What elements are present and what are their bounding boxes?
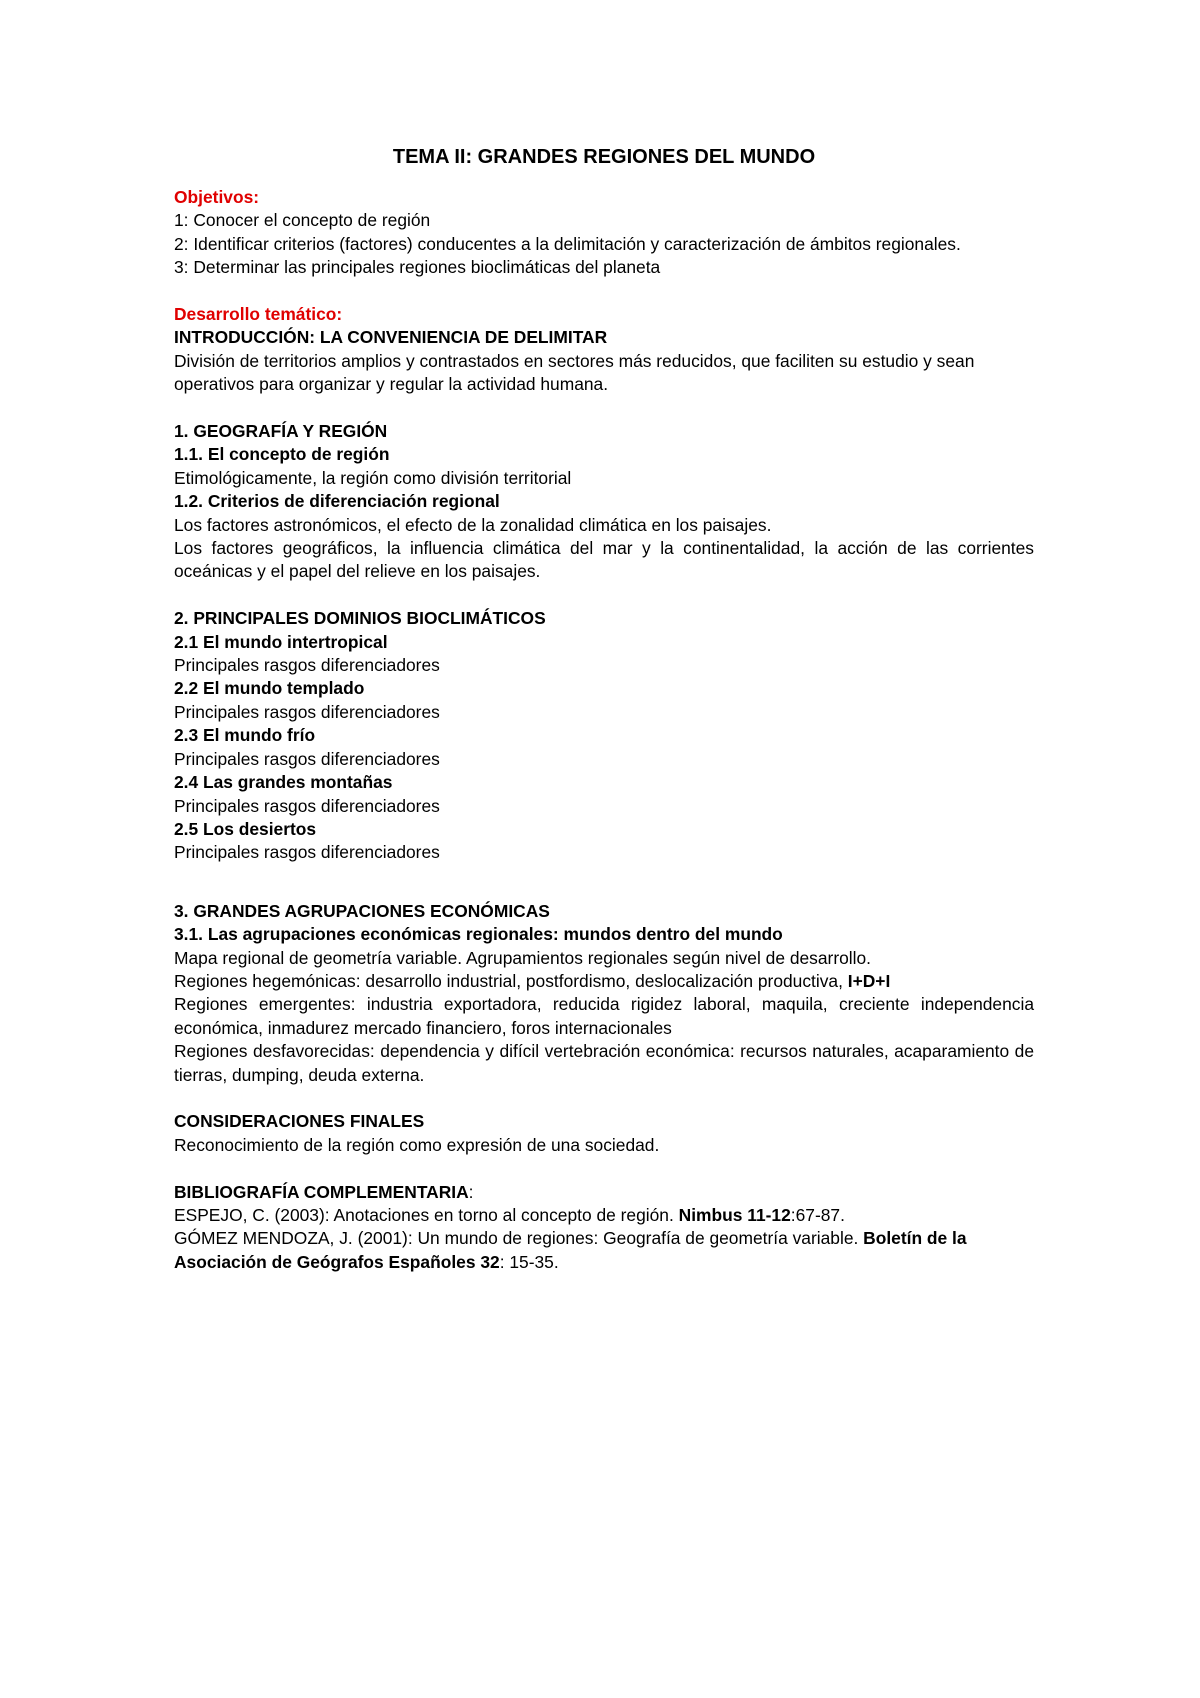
section3-line-bold: I+D+I	[847, 970, 891, 991]
section3-line-text: Regiones hegemónicas: desarrollo industrial, postfordismo, deslocalización productiva,	[174, 970, 848, 991]
spacer	[174, 1087, 1034, 1110]
section2-item-heading: 2.1 El mundo intertropical	[174, 631, 388, 652]
objetivo-item: 2: Identificar criterios (factores) conducentes a la delimitación y caracterización de ámbitos regionales.	[174, 233, 961, 254]
intro-heading: INTRODUCCIÓN: LA CONVENIENCIA DE DELIMITAR	[174, 327, 608, 348]
bibliography-ref	[174, 1204, 1034, 1227]
section1-sub2-text: Los factores astronómicos, el efecto de la zonalidad climática en los paisajes.	[174, 514, 772, 535]
spacer	[174, 280, 1034, 303]
section3-line: Regiones emergentes: industria exportadora, reducida rigidez laboral, maquila, creciente independencia económica, inmadurez mercado financiero, foros internacionales	[174, 994, 1034, 1038]
ref-tail: :67-87.	[790, 1204, 845, 1225]
objetivos-heading: Objetivos:	[174, 187, 260, 207]
ref-text: ESPEJO, C. (2003): Anotaciones en torno al concepto de región.	[174, 1204, 679, 1225]
section2-item-text: Principales rasgos diferenciadores	[174, 795, 440, 816]
document-page	[174, 144, 1034, 1274]
consideraciones-heading: CONSIDERACIONES FINALES	[174, 1111, 425, 1132]
section1-heading: 1. GEOGRAFÍA Y REGIÓN	[174, 421, 388, 442]
bibliografia-heading	[174, 1181, 1034, 1204]
ref-journal: Boletín de la Asociación de Geógrafos Españoles 32	[174, 1228, 967, 1272]
section2-item-heading: 2.4 Las grandes montañas	[174, 772, 393, 793]
objetivo-item: 1: Conocer el concepto de región	[174, 210, 431, 231]
section3-line: Regiones desfavorecidas: dependencia y difícil vertebración económica: recursos naturales, acaparamiento de tierras, dumping, deuda externa.	[174, 1041, 1034, 1085]
section3-line: Mapa regional de geometría variable. Agrupamientos regionales según nivel de desarrollo.	[174, 947, 872, 968]
ref-tail: : 15-35.	[499, 1251, 559, 1272]
section3-line	[174, 970, 1034, 993]
objetivo-item: 3: Determinar las principales regiones bioclimáticas del planeta	[174, 257, 661, 278]
section2-item-heading: 2.2 El mundo templado	[174, 678, 365, 699]
section2-item-text: Principales rasgos diferenciadores	[174, 701, 440, 722]
section2-item-heading: 2.3 El mundo frío	[174, 725, 316, 746]
section2-item-text: Principales rasgos diferenciadores	[174, 748, 440, 769]
section1-sub1-heading: 1.1. El concepto de región	[174, 444, 390, 465]
consideraciones-text: Reconocimiento de la región como expresión de una sociedad.	[174, 1134, 660, 1155]
ref-journal: Nimbus 11-12	[678, 1204, 791, 1225]
desarrollo-heading: Desarrollo temático:	[174, 304, 343, 325]
spacer	[174, 584, 1034, 607]
page-title: TEMA II: GRANDES REGIONES DEL MUNDO	[392, 146, 816, 168]
section3-heading: 3. GRANDES AGRUPACIONES ECONÓMICAS	[174, 900, 550, 921]
section2-item-text: Principales rasgos diferenciadores	[174, 842, 440, 863]
spacer	[174, 865, 1034, 900]
section2-item-text: Principales rasgos diferenciadores	[174, 655, 440, 676]
spacer	[174, 397, 1034, 420]
section2-heading: 2. PRINCIPALES DOMINIOS BIOCLIMÁTICOS	[174, 608, 546, 629]
section1-sub2-heading: 1.2. Criterios de diferenciación regional	[174, 491, 500, 512]
intro-text: División de territorios amplios y contrastados en sectores más reducidos, que faciliten su estudio y sean operativos para organizar y regular la actividad humana.	[174, 350, 975, 395]
spacer	[174, 1157, 1034, 1180]
section1-sub2-text: Los factores geográficos, la influencia climática del mar y la continentalidad, la acción de las corrientes oceánicas y el papel del relieve en los paisajes.	[174, 538, 1034, 582]
section3-sub1-heading: 3.1. Las agrupaciones económicas regionales: mundos dentro del mundo	[174, 924, 783, 945]
bibliography-ref	[174, 1227, 1034, 1274]
bibliografia-heading-suffix: :	[468, 1181, 474, 1202]
ref-text: GÓMEZ MENDOZA, J. (2001): Un mundo de regiones: Geografía de geometría variable.	[174, 1228, 864, 1249]
section2-item-heading: 2.5 Los desiertos	[174, 818, 317, 839]
bibliografia-heading-text: BIBLIOGRAFÍA COMPLEMENTARIA	[174, 1181, 469, 1202]
section1-sub1-text: Etimológicamente, la región como división territorial	[174, 467, 572, 488]
